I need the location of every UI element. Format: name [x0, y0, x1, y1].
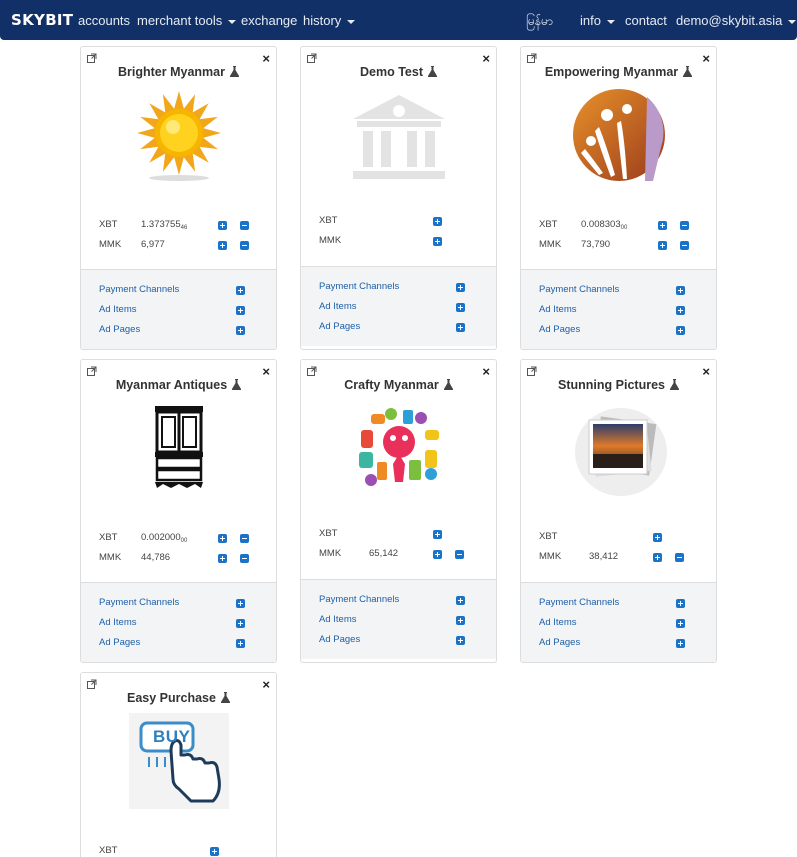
link-label[interactable]: Payment Channels	[99, 597, 180, 608]
plus-icon[interactable]	[676, 326, 685, 335]
mmk-balance-row	[539, 239, 709, 253]
plus-icon[interactable]	[653, 553, 662, 562]
card-title[interactable]	[521, 65, 716, 79]
card-title-text: Stunning Pictures	[558, 378, 665, 392]
close-icon[interactable]: ×	[262, 364, 270, 379]
link-row[interactable]	[539, 304, 709, 318]
merchant-card	[80, 672, 277, 857]
minus-icon[interactable]	[680, 221, 689, 230]
link-row[interactable]	[99, 617, 269, 631]
close-icon[interactable]: ×	[482, 364, 490, 379]
plus-icon[interactable]	[236, 286, 245, 295]
currency-label-mmk: MMK	[319, 235, 342, 246]
plus-icon[interactable]	[218, 221, 227, 230]
mmk-balance-row	[99, 239, 269, 253]
link-row[interactable]	[319, 301, 489, 315]
plus-icon[interactable]	[676, 286, 685, 295]
external-link-icon[interactable]	[307, 366, 317, 376]
link-row[interactable]	[539, 637, 709, 651]
link-label[interactable]: Ad Pages	[99, 324, 141, 335]
currency-label-xbt: XBT	[99, 219, 118, 230]
sun-logo[interactable]	[129, 87, 229, 183]
card-body	[521, 360, 716, 582]
xbt-balance-row	[539, 531, 709, 545]
link-label[interactable]: Ad Items	[539, 617, 577, 628]
link-row[interactable]	[319, 321, 489, 335]
mmk-balance-row	[539, 551, 709, 565]
close-icon[interactable]: ×	[702, 51, 710, 66]
plus-icon[interactable]	[236, 619, 245, 628]
card-title[interactable]	[301, 378, 496, 392]
link-label[interactable]: Ad Pages	[539, 637, 581, 648]
xbt-balance-row	[319, 528, 489, 542]
nav-accounts[interactable]: accounts	[78, 13, 131, 28]
external-link-icon[interactable]	[87, 366, 97, 376]
close-icon[interactable]: ×	[482, 51, 490, 66]
card-title-text: Crafty Myanmar	[344, 378, 439, 392]
card-links	[81, 269, 276, 349]
xbt-amount-sub: 00	[180, 538, 188, 544]
photo-stack-logo[interactable]	[569, 400, 669, 496]
currency-label-mmk: MMK	[539, 551, 562, 562]
card-title[interactable]	[301, 65, 496, 79]
currency-label-xbt: XBT	[319, 215, 338, 226]
xbt-amount-main: 0.002000	[141, 532, 181, 543]
card-title-text: Brighter Myanmar	[118, 65, 225, 79]
caret-down-icon	[228, 20, 236, 24]
cabinet-logo[interactable]	[129, 400, 229, 496]
brand-logo[interactable]: SKYBIT	[11, 11, 74, 29]
link-label[interactable]: Payment Channels	[539, 284, 620, 295]
card-links	[521, 269, 716, 349]
link-label[interactable]: Ad Pages	[539, 324, 581, 335]
card-title-text: Easy Purchase	[127, 691, 216, 705]
mmk-balance-row	[319, 235, 489, 249]
plus-icon[interactable]	[658, 241, 667, 250]
plus-icon[interactable]	[676, 639, 685, 648]
link-label[interactable]: Ad Items	[99, 304, 137, 315]
mmk-amount: 6,977	[141, 239, 165, 250]
close-icon[interactable]: ×	[262, 677, 270, 692]
plus-icon[interactable]	[676, 306, 685, 315]
plus-icon[interactable]	[653, 533, 662, 542]
minus-icon[interactable]	[240, 534, 249, 543]
external-link-icon[interactable]	[307, 53, 317, 63]
mmk-amount: 73,790	[581, 239, 611, 250]
people-circle-logo[interactable]	[569, 87, 669, 183]
link-row[interactable]	[539, 324, 709, 338]
link-row[interactable]	[99, 324, 269, 338]
link-label[interactable]: Ad Items	[99, 617, 137, 628]
nav-contact[interactable]: contact	[625, 13, 667, 28]
merchant-card	[300, 46, 497, 350]
plus-icon[interactable]	[456, 323, 465, 332]
card-links	[81, 582, 276, 662]
plus-icon[interactable]	[456, 596, 465, 605]
plus-icon[interactable]	[236, 306, 245, 315]
currency-label-mmk: MMK	[99, 239, 122, 250]
card-body	[301, 47, 496, 266]
link-label[interactable]: Payment Channels	[319, 594, 400, 605]
card-title-text: Demo Test	[360, 65, 423, 79]
plus-icon[interactable]	[456, 283, 465, 292]
xbt-balance-row	[99, 845, 269, 857]
nav-exchange[interactable]: exchange	[241, 13, 298, 28]
nav-history-label: history	[303, 13, 342, 28]
plus-icon[interactable]	[676, 619, 685, 628]
card-title[interactable]	[81, 691, 276, 705]
nav-language[interactable]: မြန်မာ	[526, 14, 553, 28]
external-link-icon[interactable]	[527, 53, 537, 63]
currency-label-mmk: MMK	[99, 552, 122, 563]
card-body	[81, 360, 276, 582]
link-label[interactable]: Ad Items	[539, 304, 577, 315]
close-icon[interactable]: ×	[262, 51, 270, 66]
link-row[interactable]	[319, 634, 489, 648]
xbt-balance-row	[319, 215, 489, 229]
currency-label-xbt: XBT	[319, 528, 338, 539]
card-links	[301, 266, 496, 346]
card-body	[521, 47, 716, 269]
card-title[interactable]	[81, 65, 276, 79]
nav-history[interactable]	[303, 13, 355, 28]
plus-icon[interactable]	[218, 534, 227, 543]
link-label[interactable]: Payment Channels	[539, 597, 620, 608]
mmk-balance-row	[319, 548, 489, 562]
card-links	[301, 579, 496, 659]
plus-icon[interactable]	[433, 530, 442, 539]
card-body	[81, 673, 276, 857]
plus-icon[interactable]	[456, 303, 465, 312]
link-label[interactable]: Ad Items	[319, 301, 357, 312]
plus-icon[interactable]	[456, 616, 465, 625]
plus-icon[interactable]	[433, 217, 442, 226]
xbt-balance-row	[99, 219, 269, 233]
minus-icon[interactable]	[240, 554, 249, 563]
external-link-icon[interactable]	[527, 366, 537, 376]
xbt-amount-sub: 00	[620, 225, 628, 231]
currency-label-mmk: MMK	[539, 239, 562, 250]
link-row[interactable]	[539, 617, 709, 631]
link-label[interactable]: Payment Channels	[319, 281, 400, 292]
flask-icon	[428, 66, 437, 77]
merchant-card	[520, 359, 717, 663]
minus-icon[interactable]	[455, 550, 464, 559]
caret-down-icon	[607, 20, 615, 24]
merchant-card	[80, 359, 277, 663]
link-row[interactable]	[99, 304, 269, 318]
minus-icon[interactable]	[240, 221, 249, 230]
mmk-amount: 38,412	[589, 551, 619, 562]
card-title[interactable]	[521, 378, 716, 392]
currency-label-xbt: XBT	[99, 845, 118, 856]
currency-label-xbt: XBT	[539, 219, 558, 230]
link-row[interactable]	[99, 284, 269, 298]
nav-info[interactable]	[580, 13, 615, 28]
bank-logo[interactable]	[349, 87, 449, 183]
crafts-collage-logo[interactable]	[349, 400, 449, 496]
mmk-balance-row	[99, 552, 269, 566]
merchant-card	[300, 359, 497, 663]
flask-icon	[230, 66, 239, 77]
card-title-text: Empowering Myanmar	[544, 65, 679, 79]
link-label[interactable]: Ad Pages	[319, 321, 361, 332]
card-title-text: Myanmar Antiques	[115, 378, 228, 392]
flask-icon	[232, 379, 241, 390]
xbt-amount-sub: 46	[180, 225, 188, 231]
nav-user-email: demo@skybit.asia	[676, 13, 783, 28]
plus-icon[interactable]	[658, 221, 667, 230]
plus-icon[interactable]	[210, 847, 219, 856]
link-row[interactable]	[319, 281, 489, 295]
minus-icon[interactable]	[675, 553, 684, 562]
card-body	[81, 47, 276, 269]
plus-icon[interactable]	[236, 639, 245, 648]
link-label[interactable]: Ad Pages	[319, 634, 361, 645]
nav-user-menu[interactable]	[676, 13, 796, 28]
buy-label: BUY	[153, 727, 191, 746]
xbt-balance-row	[99, 532, 269, 546]
minus-icon[interactable]	[240, 241, 249, 250]
link-label[interactable]: Ad Items	[319, 614, 357, 625]
flask-icon	[444, 379, 453, 390]
plus-icon[interactable]	[456, 636, 465, 645]
flask-icon	[221, 692, 230, 703]
xbt-amount	[141, 219, 187, 231]
merchant-card	[80, 46, 277, 350]
mmk-amount: 65,142	[369, 548, 399, 559]
card-links	[521, 582, 716, 662]
link-row[interactable]	[539, 597, 709, 611]
xbt-amount	[581, 219, 627, 231]
navbar	[0, 0, 797, 40]
nav-merchant-tools-label: merchant tools	[137, 13, 223, 28]
link-label[interactable]: Ad Pages	[99, 637, 141, 648]
link-row[interactable]	[99, 597, 269, 611]
plus-icon[interactable]	[218, 554, 227, 563]
external-link-icon[interactable]	[87, 53, 97, 63]
caret-down-icon	[788, 20, 796, 24]
flask-icon	[670, 379, 679, 390]
plus-icon[interactable]	[236, 326, 245, 335]
plus-icon[interactable]	[433, 237, 442, 246]
currency-label-xbt: XBT	[99, 532, 118, 543]
close-icon[interactable]: ×	[702, 364, 710, 379]
currency-label-mmk: MMK	[319, 548, 342, 559]
link-row[interactable]	[319, 614, 489, 628]
plus-icon[interactable]	[218, 241, 227, 250]
flask-icon	[683, 66, 692, 77]
currency-label-xbt: XBT	[539, 531, 558, 542]
plus-icon[interactable]	[433, 550, 442, 559]
xbt-amount-main: 0.008303	[581, 219, 621, 230]
nav-info-label: info	[580, 13, 601, 28]
card-body	[301, 360, 496, 579]
merchant-card	[520, 46, 717, 350]
mmk-amount: 44,786	[141, 552, 171, 563]
external-link-icon[interactable]	[87, 679, 97, 689]
plus-icon[interactable]	[676, 599, 685, 608]
link-row[interactable]	[539, 284, 709, 298]
link-row[interactable]	[319, 594, 489, 608]
link-row[interactable]	[99, 637, 269, 651]
nav-merchant-tools[interactable]	[137, 13, 236, 28]
minus-icon[interactable]	[680, 241, 689, 250]
xbt-amount	[141, 532, 187, 544]
xbt-amount-main: 1.373755	[141, 219, 181, 230]
card-title[interactable]	[81, 378, 276, 392]
plus-icon[interactable]	[236, 599, 245, 608]
caret-down-icon	[347, 20, 355, 24]
xbt-balance-row	[539, 219, 709, 233]
link-label[interactable]: Payment Channels	[99, 284, 180, 295]
